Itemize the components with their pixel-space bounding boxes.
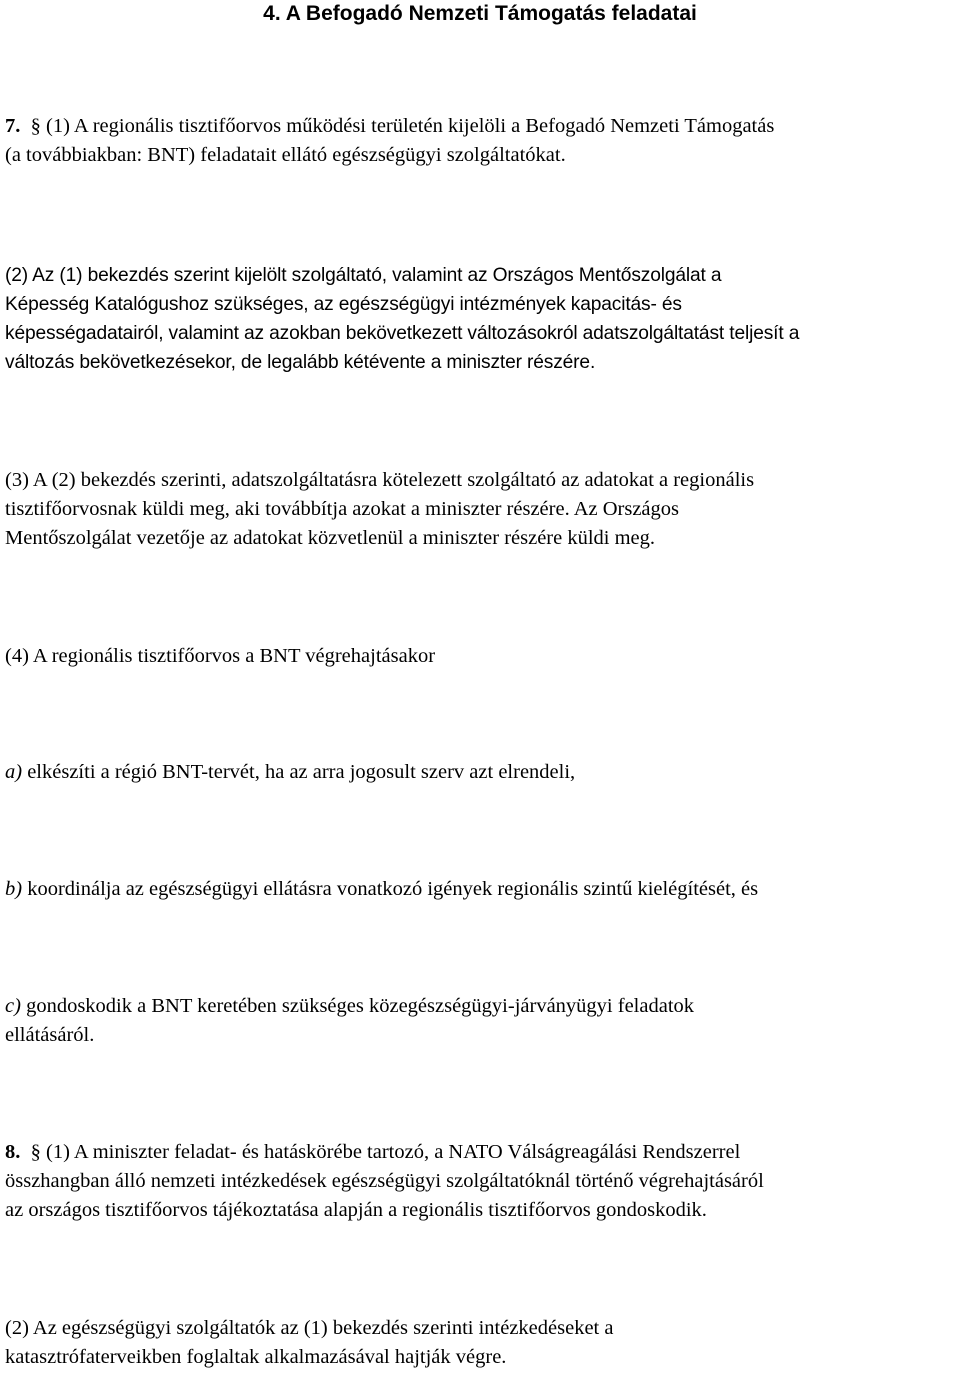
paragraph-7-1-line-2: (a továbbiakban: BNT) feladatait ellátó egészségügyi szolgáltatókat. bbox=[5, 144, 566, 166]
section-title: 4. A Befogadó Nemzeti Támogatás feladatai bbox=[263, 2, 697, 25]
list-text-a: elkészíti a régió BNT-tervét, ha az arra jogosult szerv azt elrendeli, bbox=[22, 761, 576, 783]
list-label-c: c) bbox=[5, 995, 21, 1017]
list-item-b bbox=[5, 875, 960, 904]
paragraph-7-4 bbox=[5, 642, 960, 671]
list-text-c-line-1: gondoskodik a BNT keretében szükséges közegészségügyi-járványügyi feladatok bbox=[20, 995, 695, 1017]
paragraph-7-1 bbox=[5, 112, 960, 170]
paragraph-7-3-line-1: (3) A (2) bekezdés szerinti, adatszolgáltatásra kötelezett szolgáltató az adatokat a regionális bbox=[5, 469, 755, 491]
section-number-7: 7. bbox=[5, 115, 21, 137]
section-number-8: 8. bbox=[5, 1141, 21, 1163]
list-text-c-line-2: ellátásáról. bbox=[5, 1024, 95, 1046]
list-item-c bbox=[5, 992, 960, 1050]
paragraph-8-2-line-2: katasztrófaterveikben foglaltak alkalmazásával hajtják végre. bbox=[5, 1346, 507, 1368]
paragraph-7-1-line-1 bbox=[5, 112, 960, 141]
paragraph-7-1-text: (1) A regionális tisztifőorvos működési területén kijelöli a Befogadó Nemzeti Támogatás bbox=[46, 115, 775, 137]
paragraph-7-2-line-4: változás bekövetkezésekor, de legalább kétévente a miniszter részére. bbox=[5, 352, 596, 373]
paragraph-8-1 bbox=[5, 1138, 960, 1225]
paragraph-8-1-line-2: összhangban álló nemzeti intézkedések egészségügyi szolgáltatóknál történő végrehajtásáról bbox=[5, 1170, 764, 1192]
paragraph-8-1-line-3: az országos tisztifőorvos tájékoztatása alapján a regionális tisztifőorvos gondoskodik. bbox=[5, 1199, 707, 1221]
paragraph-8-2-line-1: (2) Az egészségügyi szolgáltatók az (1) bekezdés szerinti intézkedéseket a bbox=[5, 1317, 614, 1339]
paragraph-8-1-line-1 bbox=[5, 1138, 960, 1167]
paragraph-7-3-line-2: tisztifőorvosnak küldi meg, aki továbbítja azokat a miniszter részére. Az Országos bbox=[5, 498, 680, 520]
paragraph-7-3 bbox=[5, 466, 960, 553]
paragraph-7-2-line-2: Képesség Katalógushoz szükséges, az egészségügyi intézmények kapacitás- és bbox=[5, 294, 682, 315]
paragraph-7-2 bbox=[5, 261, 960, 377]
paragraph-7-2-line-1: (2) Az (1) bekezdés szerint kijelölt szolgáltató, valamint az Országos Mentőszolgálat a bbox=[5, 265, 722, 286]
paragraph-8-2 bbox=[5, 1314, 960, 1372]
list-label-a: a) bbox=[5, 761, 23, 783]
list-text-b: koordinálja az egészségügyi ellátásra vonatkozó igények regionális szintű kielégítését, és bbox=[22, 878, 759, 900]
list-label-b: b) bbox=[5, 878, 23, 900]
paragraph-7-4-line-1: (4) A regionális tisztifőorvos a BNT végrehajtásakor bbox=[5, 645, 436, 667]
paragraph-7-3-line-3: Mentőszolgálat vezetője az adatokat közvetlenül a miniszter részére küldi meg. bbox=[5, 527, 656, 549]
paragraph-7-2-line-3: képességadatairól, valamint az azokban bekövetkezett változásokról adatszolgáltatást teljesít a bbox=[5, 323, 800, 344]
section-sign-8: § bbox=[30, 1141, 41, 1163]
paragraph-8-1-text: (1) A miniszter feladat- és hatáskörébe tartozó, a NATO Válságreagálási Rendszerrel bbox=[46, 1141, 741, 1163]
section-sign-7: § bbox=[30, 115, 41, 137]
list-item-a bbox=[5, 758, 960, 787]
